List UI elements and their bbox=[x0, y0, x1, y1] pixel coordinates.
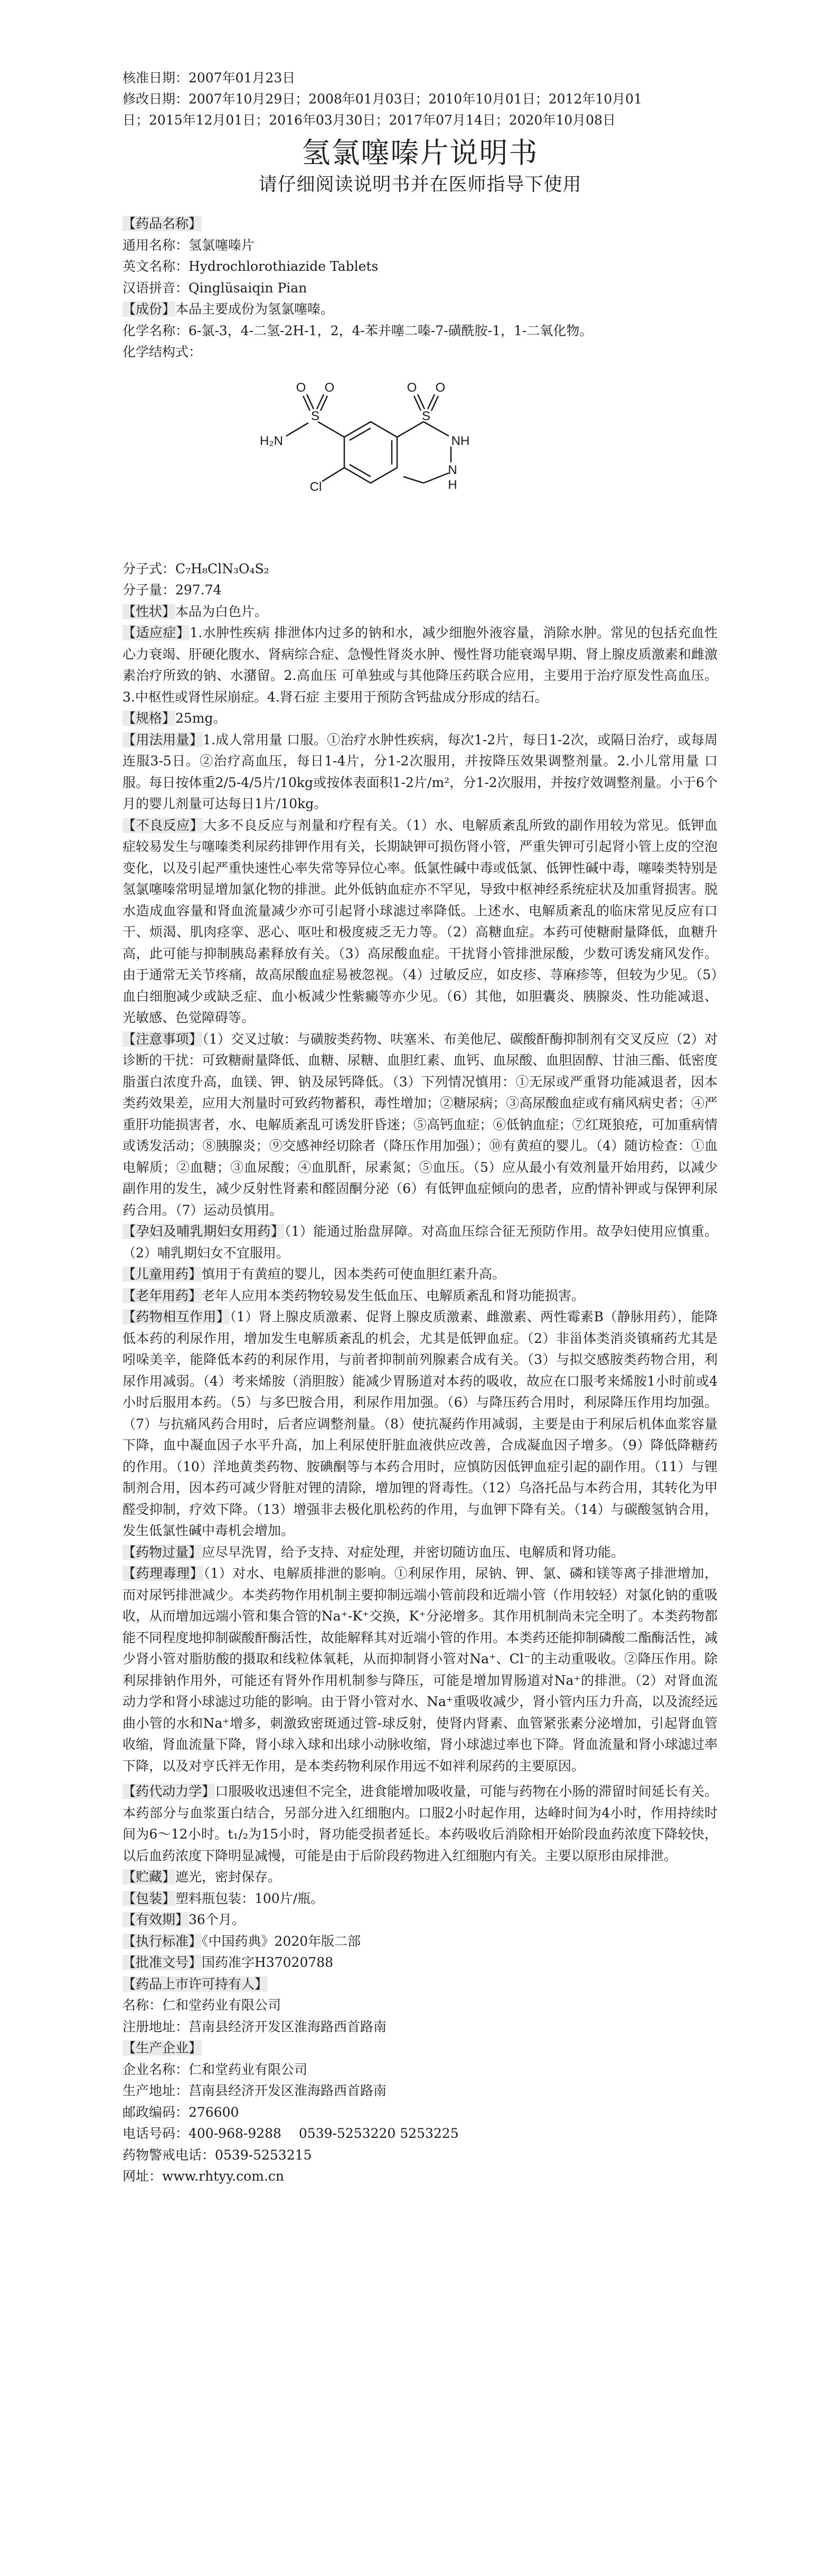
revision-dates bbox=[123, 68, 718, 131]
section-label: 【药物过量】 bbox=[123, 1544, 202, 1560]
pharmacology-text: （1）对水、电解质排泄的影响。①利尿作用，尿钠、钾、氯、磷和镁等离子排泄增加，而对尿钙排泄减少。本类药物作用机制主要抑制远端小管前段和近端小管（作用较轻）对氯化钠的重吸收，从而增加远端小管和集合管的Na⁺-K⁺交换，K⁺分泌增多。其作用机制尚未完全明了。本类药物都能不同程度地抑制碳酸酐酶活性，故能解释其对近端小管的作用。本类药还能抑制磷酸二酯酶活性，减少肾小管对脂肪酸的摄取和线粒体氧耗，从而抑制肾小管对Na⁺、Cl⁻的主动重吸收。②降压作用。除利尿排钠作用外，可能还有肾外作用机制参与降压，可能是增加胃肠道对Na⁺的排泄。（2）对肾血流动力学和肾小球滤过功能的影响。由于肾小管对水、Na⁺重吸收减少，肾小管内压力升高，以及流经远曲小管的水和Na⁺增多，刺激致密斑通过管-球反射，使肾内肾素、血管紧张素分泌增加，引起肾血管收缩，肾血流量下降，肾小球入球和出球小动脉收缩，肾小球滤过率也下降。肾血流量和肾小球滤过率下降，以及对亨氏袢无作用，是本类药物利尿作用远不如袢利尿药的主要原因。 bbox=[123, 1566, 718, 1774]
pharmacokinetics-text: 口服吸收迅速但不完全，进食能增加吸收量，可能与药物在小肠的滞留时间延长有关。本药部分与血浆蛋白结合，另部分进入红细胞内。口服2小时起作用，达峰时间为4小时，作用持续时间为6～12小时。t₁/₂为15小时，肾功能受损者延长。本药吸收后消除相开始阶段血药浓度下降较快，以后血药浓度下降明显减慢，可能是由于后阶段药物进入红细胞内有关。主要以原形由尿排泄。 bbox=[123, 1784, 718, 1863]
section-storage bbox=[123, 1867, 718, 1888]
section-label: 【适应症】 bbox=[123, 625, 190, 640]
approval-number-text: 国药准字H37020788 bbox=[202, 1955, 334, 1970]
section-label: 【批准文号】 bbox=[123, 1955, 202, 1970]
section-label: 【药物相互作用】 bbox=[123, 1309, 230, 1324]
manufacturer-address: 生产地址：莒南县经济开发区淮海路西首路南 bbox=[123, 2083, 387, 2098]
elderly-text: 老年人应用本类药物较易发生低血压、电解质紊乱和肾功能损害。 bbox=[202, 1287, 585, 1303]
package-text: 塑料瓶包装：100片/瓶。 bbox=[175, 1890, 324, 1906]
phone-numbers: 电话号码：400-968-9288 0539-5253220 5253225 bbox=[123, 2126, 459, 2141]
section-label: 【执行标准】 bbox=[123, 1933, 202, 1949]
atom-sulfur: S bbox=[421, 409, 431, 423]
benzene-ring bbox=[344, 422, 397, 483]
section-mah bbox=[123, 1974, 718, 1995]
section-label: 【药理毒理】 bbox=[123, 1566, 204, 1581]
section-drug-name bbox=[123, 213, 718, 235]
section-package bbox=[123, 1888, 718, 1910]
section-strength bbox=[123, 708, 718, 730]
precautions-text: （1）交叉过敏：与磺胺类药物、呋塞米、布美他尼、碳酸酐酶抑制剂有交叉反应（2）对诊断的干扰：可致糖耐量降低、血糖、尿糖、血胆红素、血钙、血尿酸、血胆固醇、甘油三酯、低密度脂蛋白浓度升高，血镁、钾、钠及尿钙降低。（3）下列情况慎用：①无尿或严重肾功能减退者，因本类药效果差，应用大剂量时可致药物蓄积，毒性增加；②糖尿病；③高尿酸血症或有痛风病史者；④严重肝功能损害者，水、电解质紊乱可诱发肝昏迷；⑤高钙血症；⑥低钠血症；⑦红斑狼疮，可加重病情或诱发活动；⑧胰腺炎；⑨交感神经切除者（降压作用加强）；⑩有黄疸的婴儿。（4）随访检查：①血电解质；②血糖；③血尿酸；④血肌酐，尿素氮；⑤血压。（5）应从最小有效剂量开始用药，以减少副作用的发生，减少反射性肾素和醛固酮分泌（6）有低钾血症倾向的患者，应酌情补钾或与保钾利尿药合用。（7）运动员慎用。 bbox=[123, 1031, 718, 1218]
ring-bond bbox=[397, 422, 423, 437]
pharmacovigilance-phone: 药物警戒电话：0539-5253215 bbox=[123, 2147, 312, 2163]
molecular-formula: 分子式：C₇H₈ClN₃O₄S₂ bbox=[123, 561, 269, 576]
standard-text: 《中国药典》2020年版二部 bbox=[202, 1933, 361, 1949]
section-label: 【性状】 bbox=[123, 603, 176, 619]
section-label: 【成份】 bbox=[123, 301, 176, 317]
cl-bond bbox=[322, 468, 344, 481]
pregnancy-text: （1）能通过胎盘屏障。对高血压综合征无预防作用。故孕妇使用应慎重。（2）哺乳期妇女不宜服用。 bbox=[123, 1224, 718, 1261]
spacer bbox=[123, 1777, 718, 1781]
section-dosage bbox=[123, 730, 718, 815]
atom-oxygen: O bbox=[324, 380, 335, 395]
atom-oxygen: O bbox=[407, 380, 417, 395]
appearance-text: 本品为白色片。 bbox=[175, 603, 268, 619]
section-label: 【包装】 bbox=[123, 1890, 176, 1906]
section-label: 【老年用药】 bbox=[123, 1287, 202, 1303]
mah-address: 注册地址：莒南县经济开发区淮海路西首路南 bbox=[123, 2019, 387, 2034]
generic-name: 通用名称：氢氯噻嗪片 bbox=[123, 237, 255, 253]
section-expiry bbox=[123, 1909, 718, 1931]
section-label: 【规格】 bbox=[123, 711, 176, 726]
section-label: 【不良反应】 bbox=[123, 817, 204, 833]
chemical-name: 化学名称：6-氯-3，4-二氢-2H-1，2，4-苯并噻二嗪-7-磺酰胺-1，1-二氧化物。 bbox=[123, 323, 593, 338]
postal-code: 邮政编码：276600 bbox=[123, 2104, 239, 2120]
ring-bond bbox=[403, 477, 423, 483]
section-manufacturer bbox=[123, 2038, 718, 2059]
section-approval-number bbox=[123, 1952, 718, 1974]
atom-nitrogen: N bbox=[448, 462, 457, 477]
atom-sulfur: S bbox=[310, 409, 320, 423]
section-pharmacology bbox=[123, 1563, 718, 1777]
mah-name: 名称：仁和堂药业有限公司 bbox=[123, 1997, 281, 2013]
atom-amine: H₂N bbox=[260, 433, 283, 448]
molecular-weight: 分子量：297.74 bbox=[123, 582, 222, 598]
section-label: 【药代动力学】 bbox=[123, 1784, 215, 1799]
structure-bonds bbox=[286, 394, 451, 483]
section-label: 【儿童用药】 bbox=[123, 1266, 202, 1282]
section-label: 【药品名称】 bbox=[123, 216, 202, 231]
section-pregnancy bbox=[123, 1221, 718, 1264]
chemical-structure-diagram bbox=[212, 368, 508, 558]
pediatric-text: 慎用于有黄疸的婴儿，因本类药可使血胆红素升高。 bbox=[202, 1266, 506, 1282]
section-appearance bbox=[123, 601, 718, 623]
strength-text: 25mg。 bbox=[175, 711, 227, 726]
section-indications bbox=[123, 622, 718, 708]
structure-label: 化学结构式： bbox=[123, 344, 202, 359]
ring-bond bbox=[423, 422, 449, 436]
approval-date: 核准日期：2007年01月23日 bbox=[123, 70, 296, 86]
section-label: 【贮藏】 bbox=[123, 1869, 176, 1884]
website: 网址：www.rhtyy.com.cn bbox=[123, 2168, 284, 2184]
atom-oxygen: O bbox=[435, 380, 446, 395]
n-bond bbox=[286, 423, 308, 436]
section-precautions bbox=[123, 1029, 718, 1221]
ring-bond bbox=[423, 473, 449, 483]
section-elderly bbox=[123, 1285, 718, 1307]
storage-text: 遮光，密封保存。 bbox=[175, 1869, 281, 1884]
section-adverse-reactions bbox=[123, 815, 718, 1029]
ingredients-text: 本品主要成份为氢氯噻嗪。 bbox=[175, 301, 334, 317]
section-overdose bbox=[123, 1542, 718, 1564]
section-interactions bbox=[123, 1306, 718, 1542]
document-subtitle: 请仔细阅读说明书并在医师指导下使用 bbox=[258, 174, 582, 195]
interactions-text: （1）肾上腺皮质激素、促肾上腺皮质激素、雌激素、两性霉素B（静脉用药），能降低本药的利尿作用，增加发生电解质紊乱的机会，尤其是低钾血症。（2）非甾体类消炎镇痛药尤其是吲哚美辛，能降低本药的利尿作用，与前者抑制前列腺素合成有关。（3）与拟交感胺类药物合用，利尿作用减弱。（4）考来烯胺（消胆胺）能减少胃肠道对本药的吸收，故应在口服考来烯胺1小时前或4小时后服用本药。（5）与多巴胺合用，利尿作用加强。（6）与降压药合用时，利尿降压作用均加强。（7）与抗痛风药合用时，后者应调整剂量。（8）使抗凝药作用减弱，主要是由于利尿后机体血浆容量下降，血中凝血因子水平升高，加上利尿使肝脏血液供应改善，合成凝血因子增多。（9）降低降糖药的作用。（10）洋地黄类药物、胺碘酮等与本药合用时，应慎防因低钾血症引起的副作用。（11）与锂制剂合用，因本药可减少肾脏对锂的清除，增加锂的肾毒性。（12）乌洛托品与本药合用，其转化为甲醛受抑制，疗效下降。（13）增强非去极化肌松药的作用，与血钾下降有关。（14）与碳酸氢钠合用，发生低氯性碱中毒机会增加。 bbox=[123, 1309, 718, 1538]
section-standard bbox=[123, 1931, 718, 1953]
section-ingredients bbox=[123, 299, 718, 320]
aromatic-bond bbox=[350, 428, 371, 440]
section-label: 【有效期】 bbox=[123, 1912, 189, 1927]
section-pediatric bbox=[123, 1264, 718, 1285]
section-label: 【生产企业】 bbox=[123, 2040, 202, 2056]
dosage-text: 1.成人常用量 口服。①治疗水肿性疾病，每次1-2片，每日1-2次，或隔日治疗，或每周连服3-5日。②治疗高血压，每日1-4片，分1-2次服用，并按降压效果调整剂量。2.小儿常用量 口服。每日按体重2/5-4/5片/10kg或按体表面积1-2片/m²，分1-2次服用，并按疗效调整剂量。小于6个月的婴儿剂量可达每日1片/10kg。 bbox=[123, 732, 718, 811]
manufacturer-name: 企业名称：仁和堂药业有限公司 bbox=[123, 2061, 308, 2077]
section-label: 【孕妇及哺乳期妇女用药】 bbox=[123, 1224, 285, 1239]
atom-hydrogen: H bbox=[448, 477, 457, 492]
modified-dates-line2: 日；2015年12月01日；2016年03月30日；2017年07月14日；2020年10月08日 bbox=[123, 112, 616, 128]
section-pharmacokinetics bbox=[123, 1781, 718, 1867]
atom-chlorine: Cl bbox=[309, 479, 322, 494]
atom-nh: NH bbox=[451, 433, 470, 448]
pinyin-name: 汉语拼音：Qinglüsaiqin Pian bbox=[123, 280, 307, 296]
aromatic-bond bbox=[350, 465, 371, 477]
s-bond bbox=[318, 422, 344, 437]
chemical-structure bbox=[123, 363, 718, 558]
indications-text: 1.水肿性疾病 排泄体内过多的钠和水，减少细胞外液容量，消除水肿。常见的包括充血性心力衰竭、肝硬化腹水、肾病综合症、急慢性肾炎水肿、慢性肾功能衰竭早期、肾上腺皮质激素和雌激素治疗所致的钠、水潴留。2.高血压 可单独或与其他降压药联合应用，主要用于治疗原发性高血压。3.中枢性或肾性尿崩症。4.肾石症 主要用于预防含钙盐成分形成的结石。 bbox=[123, 625, 718, 705]
modified-dates-line1: 修改日期：2007年10月29日；2008年01月03日；2010年10月01日；2012年10月01 bbox=[123, 91, 642, 107]
adverse-reactions-text: 大多不良反应与剂量和疗程有关。（1）水、电解质紊乱所致的副作用较为常见。低钾血症较易发生与噻嗪类利尿药排钾作用有关，长期缺钾可损伤肾小管，严重失钾可引起肾小管上皮的空泡变化，以及引起严重快速性心率失常等异位心率。低氯性碱中毒或低氯、低钾性碱中毒，噻嗪类特别是氢氯噻嗪常明显增加氯化物的排泄。此外低钠血症亦不罕见，导致中枢神经系统症状及加重肾损害。脱水造成血容量和肾血流量减少亦可引起肾小球滤过率降低。上述水、电解质紊乱的临床常见反应有口干、烦渴、肌肉痉挛、恶心、呕吐和极度疲乏无力等。（2）高糖血症。本药可使糖耐量降低，血糖升高，此可能与抑制胰岛素释放有关。（3）高尿酸血症。干扰肾小管排泄尿酸，少数可诱发痛风发作。由于通常无关节疼痛，故高尿酸血症易被忽视。（4）过敏反应，如皮疹、荨麻疹等，但较为少见。（5）血白细胞减少或缺乏症、血小板减少性紫癜等亦少见。（6）其他，如胆囊炎、胰腺炎、性功能减退、光敏感、色觉障碍等。 bbox=[123, 817, 718, 1025]
section-label: 【药品上市许可持有人】 bbox=[123, 1976, 268, 1992]
section-label: 【用法用量】 bbox=[123, 732, 203, 747]
english-name: 英文名称：Hydrochlorothiazide Tablets bbox=[123, 259, 379, 274]
expiry-text: 36个月。 bbox=[189, 1912, 245, 1927]
overdose-text: 应尽早洗胃，给予支持、对症处理，并密切随访血压、电解质和肾功能。 bbox=[202, 1544, 625, 1560]
section-label: 【注意事项】 bbox=[123, 1031, 203, 1047]
atom-oxygen: O bbox=[296, 380, 306, 395]
document-title: 氢氯噻嗪片说明书 bbox=[302, 136, 539, 169]
